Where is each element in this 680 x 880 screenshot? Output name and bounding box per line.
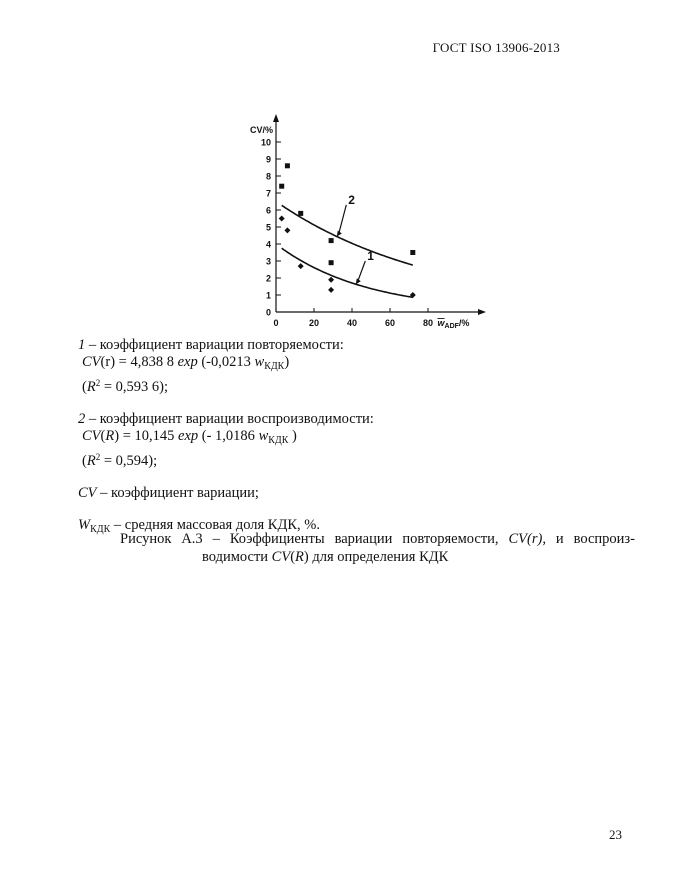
document-header: ГОСТ ISO 13906-2013 [432,40,560,55]
formula-exp: exp [177,354,198,370]
legend-item-1-formula [78,354,598,375]
chart-axes [273,114,486,315]
formula-arg-open: ( [100,428,106,444]
caption-text-b: и воспроиз- [545,531,635,547]
caption-line-2 [120,548,635,566]
x-tick-label: 0 [273,318,279,328]
figure-caption [120,530,635,566]
formula-arg: R [105,428,115,444]
y-tick-label: 9 [265,154,271,165]
w-symbol: W [78,517,91,533]
r2-sup: 2 [95,378,101,388]
y-axis-label: CV/% [250,125,274,135]
data-point-square [298,211,303,216]
chart-points [279,163,416,298]
r2-value: = 0,594); [100,453,158,469]
caption-text-c: водимости [202,549,272,565]
y-axis-arrow [273,114,279,122]
legend-item-2-formula [78,428,598,449]
y-tick-label: 5 [265,222,271,233]
data-point-square [279,184,284,189]
data-point-diamond [328,277,334,283]
r2-symbol: R [86,453,96,469]
cv-symbol: CV [78,485,97,501]
data-point-diamond [284,227,290,233]
y-tick-label: 10 [260,137,271,148]
formula-cv: CV [82,354,101,370]
formula-w-sub: КДК [268,435,289,446]
figure-legend [78,337,598,538]
data-point-square [329,238,334,243]
data-point-square [410,250,415,255]
data-point-square [329,260,334,265]
x-axis-label: $w_{ADF}/\%$ [437,318,470,330]
caption-text-a: Рисунок А.3 – Коэффициенты вариации повторяемости, [120,531,509,547]
w-sub: КДК [90,524,111,535]
legend-item-2-r2 [78,449,598,470]
formula-arg: (r) [100,354,116,370]
caption-r: R [295,549,304,565]
caption-paren-open: ( [290,549,296,565]
curve-label-leader [358,261,366,281]
r2-sup: 2 [95,452,101,462]
formula-exponent: (-0,0213 [197,354,255,370]
page-number: 23 [609,827,622,842]
curve-label: 2 [348,192,355,207]
y-tick-label: 1 [265,290,271,301]
formula-exp: exp [178,428,199,444]
formula-arg-close: ) [114,428,120,444]
chart-labels [250,125,469,330]
data-point-square [285,163,290,168]
legend-item-2-text: – коэффициент вариации воспроизводимости: [85,411,374,427]
caption-paren-close: ) [303,549,309,565]
y-tick-label: 3 [265,256,271,267]
cv-definition [78,485,598,502]
formula-w: w [254,354,265,370]
fit-curve-1 [282,248,413,297]
x-axis-arrow [478,309,486,315]
legend-item-1-number: 1 [78,337,86,353]
r2-value: = 0,593 6); [100,379,168,395]
data-point-diamond [328,287,334,293]
formula-coef: = 4,838 8 [115,354,178,370]
formula-exponent: (- 1,0186 [198,428,259,444]
cv-text: – коэффициент вариации; [96,485,259,501]
caption-cv-r: CV(r), [508,531,546,547]
x-tick-label: 60 [384,318,396,328]
y-tick-label: 0 [265,307,271,318]
curve-label: 1 [367,249,374,263]
formula-close: ) [288,428,297,444]
legend-item-2-title [78,411,598,428]
formula-cv: CV [82,428,101,444]
legend-item-1-text: – коэффициент вариации повторяемости: [85,337,344,353]
y-tick-label: 2 [265,273,271,284]
x-tick-label: 40 [346,318,358,328]
caption-text-d: для определения КДК [308,549,449,565]
y-tick-label: 4 [265,239,271,250]
data-point-diamond [279,216,285,222]
curve-label-leader [339,205,347,234]
caption-line-1 [120,530,635,548]
r2-open: ( [82,453,87,469]
formula-close: ) [284,354,290,370]
y-tick-label: 8 [265,171,271,182]
formula-coef: = 10,145 [119,428,179,444]
r2-open: ( [82,379,87,395]
y-tick-label: 6 [265,205,271,216]
y-tick-label: 7 [265,188,271,199]
data-point-diamond [298,263,304,269]
chart-curves [282,205,413,297]
x-tick-label: 20 [308,318,320,328]
r2-symbol: R [86,379,96,395]
legend-item-2-number: 2 [78,411,86,427]
scatter-chart [240,112,500,332]
legend-item-1-title [78,337,598,354]
x-tick-label: 80 [422,318,434,328]
formula-w-sub: КДК [264,361,285,372]
legend-item-1-r2 [78,375,598,396]
w-text: – средняя массовая доля КДК, %. [110,517,320,533]
formula-w: w [258,428,269,444]
caption-cv: CV [271,549,291,565]
